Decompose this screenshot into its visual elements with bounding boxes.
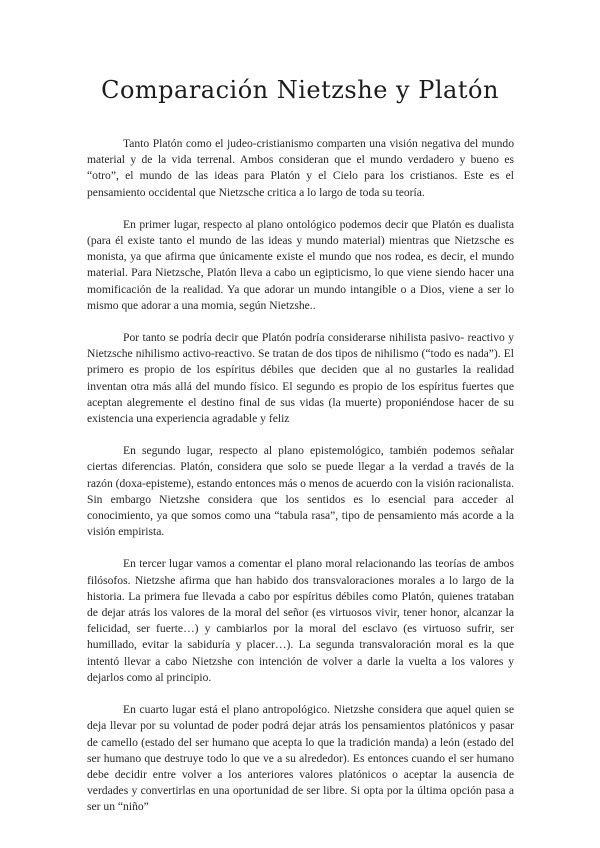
- paragraph-epistemological: En segundo lugar, respecto al plano epistemológico, también podemos señalar ciertas diferencias. Platón, considera que solo se puede llegar a la verdad a través de la razón (doxa-episteme), estando entonces más o menos de acuerdo con la visión racionalista. Sin embargo Nietzshe considera que los sentidos es lo esencial para acceder al conocimiento, ya que somos como una “tabula rasa”, tipo de pensamiento más acorde a la visión empirista.: [87, 444, 514, 539]
- paragraph-anthropological: En cuarto lugar está el plano antropológico. Nietzshe considera que aquel quien se deja llevar por su voluntad de poder podrá dejar atrás los pensamientos platónicos y pasar de camello (estado del ser humano que acepta lo que la tradición manda) a león (estado del ser humano que destruye todo lo que ve a su alrededor). Es entonces cuando el ser humano debe decidir entre volver a los anteriores valores platónicos o aceptar la ausencia de verdades y convertirlas en una oportunidad de ser libre. Si opta por la última opción pasa a ser un “niño”: [87, 703, 514, 814]
- paragraph-nihilism: Por tanto se podría decir que Platón podría considerarse nihilista pasivo- reactivo y Nietzsche nihilismo activo-reactivo. Se tratan de dos tipos de nihilismo (“todo es nada”). El primero es propio de los espíritus débiles que deciden que al no gustarles la realidad inventan otra más allá del mundo físico. El segundo es propio de los espíritus fuertes que aceptan alegremente el destino final de sus vidas (la muerte) proponiéndose hacer de su existencia una experiencia agradable y feliz: [87, 331, 514, 426]
- paragraph-moral: En tercer lugar vamos a comentar el plano moral relacionando las teorías de ambos filósofos. Nietzshe afirma que han habido dos transvaloraciones morales a lo largo de la historia. La primera fue llevada a cabo por espíritus débiles como Platón, quienes trataban de dejar atrás los valores de la moral del señor (es virtuosos vivir, tener honor, alcanzar la felicidad, ser fuerte…) y cambiarlos por la moral del esclavo (es virtuoso sufrir, ser humillado, evitar la sabiduría y placer…). La segunda transvaloración moral es la que intentó llevar a cabo Nietzshe con intención de volver a darle la vuelta a los valores y dejarlos como al principio.: [87, 557, 514, 684]
- paragraph-ontological: En primer lugar, respecto al plano ontológico podemos decir que Platón es dualista (para él existe tanto el mundo de las ideas y mundo material) mientras que Nietzsche es monista, ya que afirma que únicamente existe el mundo que nos rodea, es decir, el mundo material. Para Nietzsche, Platón lleva a cabo un egipticismo, lo que viene siendo hacer una momificación de la realidad. Ya que adorar un mundo intangible o a Dios, viene a ser lo mismo que adorar a una momia, según Nietzshe..: [87, 217, 514, 312]
- paragraph-intro: Tanto Platón como el judeo-cristianismo comparten una visión negativa del mundo material y de la vida terrenal. Ambos consideran que el mundo verdadero y bueno es “otro”, el mundo de las ideas para Platón y el Cielo para los cristianos. Este es el pensamiento occidental que Nietzsche critica a lo largo de toda su teoría.: [87, 137, 514, 199]
- document-body: [87, 136, 514, 832]
- page-title: Comparación Nietzshe y Platón: [101, 76, 499, 104]
